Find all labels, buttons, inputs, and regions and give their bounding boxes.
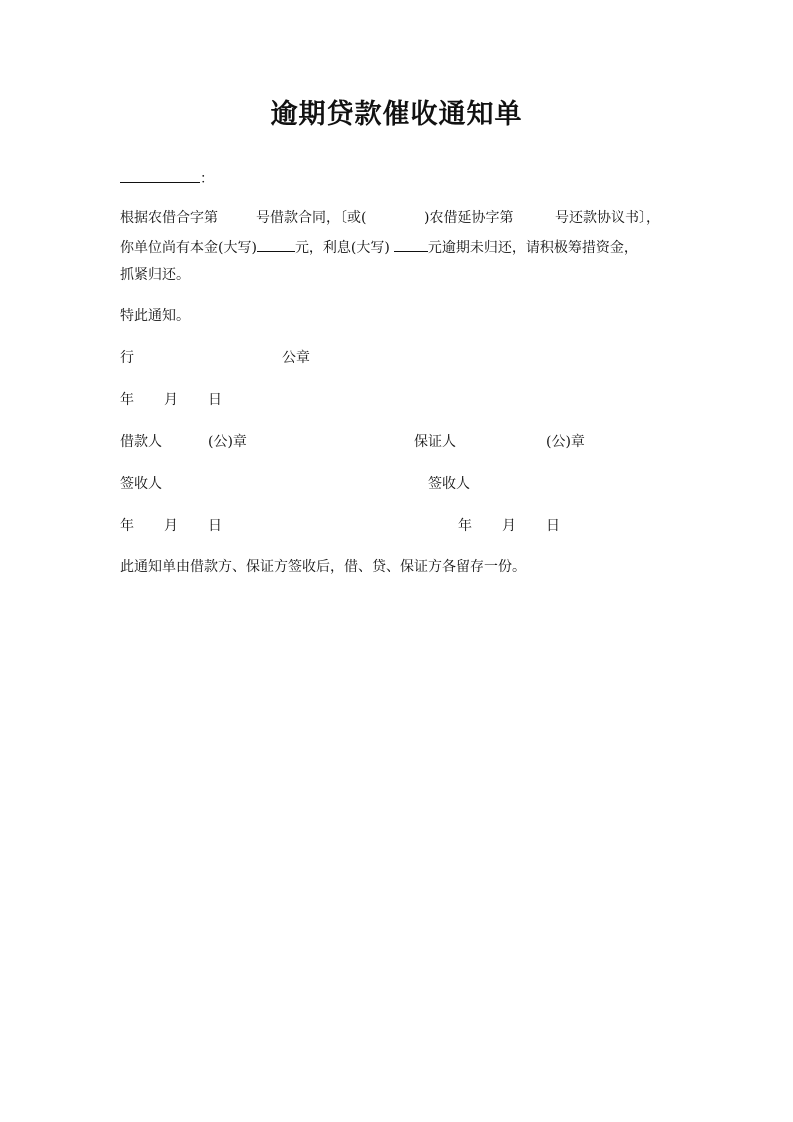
footer-note: 此通知单由借款方、保证方签收后，借、贷、保证方各留存一份。 xyxy=(120,559,526,575)
guarantor-seal-label: (公)章 xyxy=(546,434,585,450)
date-day-2: 日 xyxy=(208,518,222,534)
borrower-label: 借款人 xyxy=(120,434,162,450)
notice-text: 特此通知。 xyxy=(120,308,190,324)
body-line-2 xyxy=(120,237,638,258)
date-day-1: 日 xyxy=(208,392,222,408)
interest-blank xyxy=(394,237,428,252)
signee-right-label: 签收人 xyxy=(428,476,470,492)
addressee-line xyxy=(120,168,214,189)
signee-left-label: 签收人 xyxy=(120,476,162,492)
guarantor-label: 保证人 xyxy=(414,434,456,450)
date-month-3: 月 xyxy=(502,518,516,534)
date-year-1: 年 xyxy=(120,392,134,408)
body-line-1d: 号还款协议书〕， xyxy=(555,210,660,226)
borrower-seal-label: (公)章 xyxy=(208,434,247,450)
body-line-3: 抓紧归还。 xyxy=(120,267,190,283)
principal-label: 你单位尚有本金(大写) xyxy=(120,240,257,256)
document-title: 逾期贷款催收通知单 xyxy=(270,99,523,130)
date-year-2: 年 xyxy=(120,518,134,534)
date-day-3: 日 xyxy=(546,518,560,534)
interest-label: 元，利息(大写) xyxy=(294,240,390,256)
bank-seal-label: 公章 xyxy=(282,350,310,366)
addressee-colon: ： xyxy=(200,171,214,187)
body-line-1c: )农借延协字第 xyxy=(424,210,514,226)
body-line-1a: 根据农借合字第 xyxy=(120,210,218,226)
date-month-1: 月 xyxy=(164,392,178,408)
body-line-2-end: 元逾期未归还，请积极筹措资金， xyxy=(427,240,638,256)
date-month-2: 月 xyxy=(164,518,178,534)
bank-label: 行 xyxy=(120,350,134,366)
addressee-blank xyxy=(120,168,200,183)
body-line-1b: 号借款合同，〔或( xyxy=(256,210,367,226)
principal-blank xyxy=(257,237,295,252)
date-year-3: 年 xyxy=(458,518,472,534)
